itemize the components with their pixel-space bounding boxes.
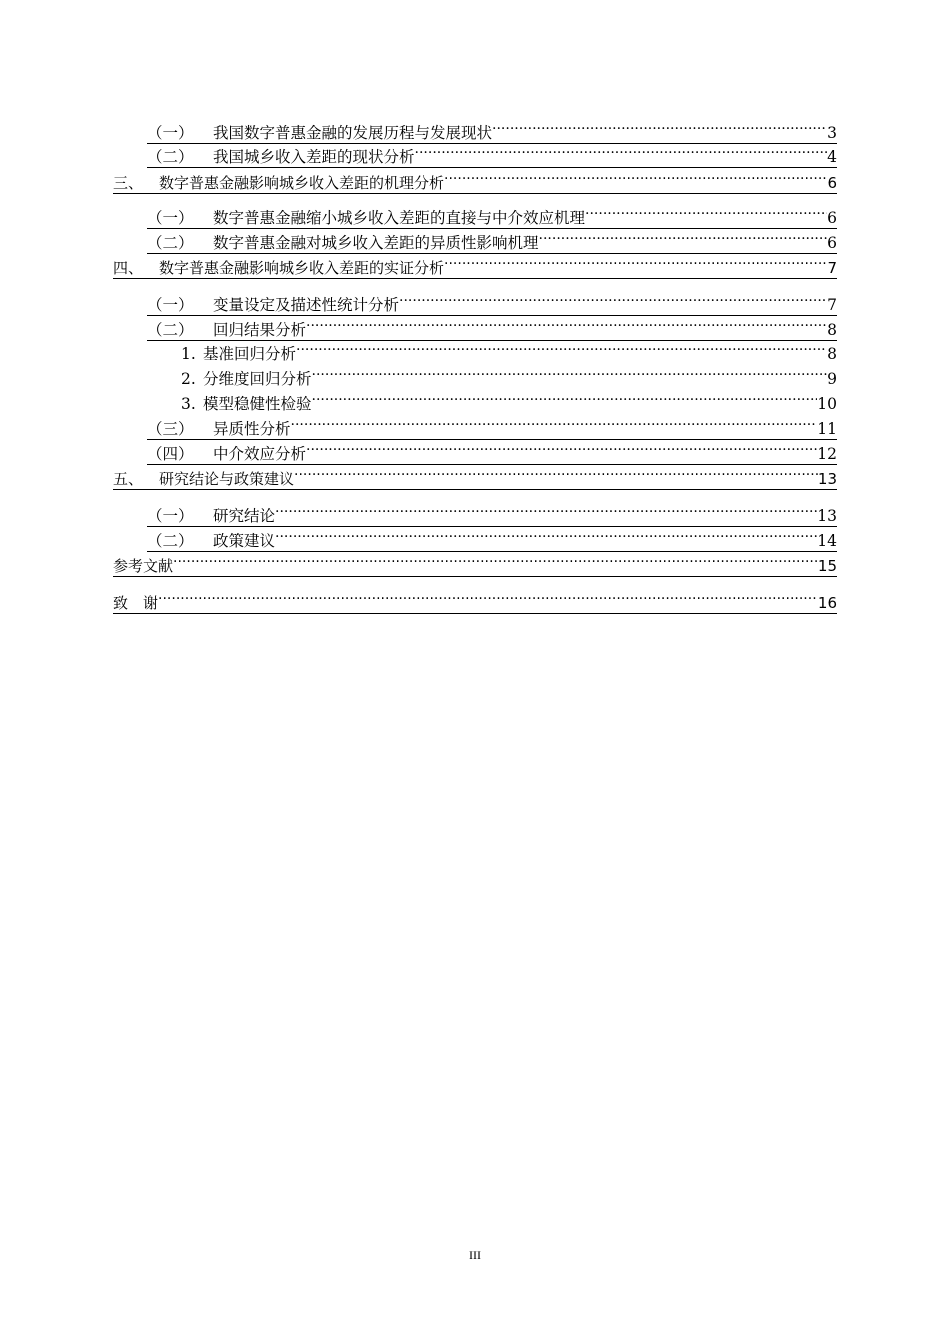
dot-leader [444, 253, 827, 273]
toc-entry-number: 2. [181, 370, 196, 388]
toc-entry-page: 8 [827, 345, 837, 363]
toc-entry-title: 研究结论与政策建议 [159, 470, 295, 488]
toc-entry-title: 基准回归分析 [203, 345, 297, 363]
toc-entry-page: 13 [817, 507, 837, 525]
toc-entry[interactable] [147, 439, 837, 465]
toc-entry-number: （二） [147, 532, 194, 550]
toc-entry[interactable] [113, 253, 837, 279]
toc-entry-page: 15 [817, 557, 837, 575]
toc-entry[interactable] [147, 118, 837, 144]
toc-entry-page: 6 [827, 209, 837, 227]
toc-entry[interactable] [147, 290, 837, 316]
dot-leader [539, 228, 828, 248]
toc-entry-title: 数字普惠金融缩小城乡收入差距的直接与中介效应机理 [213, 209, 586, 227]
toc-entry-page: 6 [827, 234, 837, 252]
toc-entry-title: 研究结论 [213, 507, 276, 525]
dot-leader [306, 315, 827, 335]
toc-entry-number: （二） [147, 148, 194, 166]
toc-entry-page: 13 [817, 470, 837, 488]
dot-leader [306, 439, 817, 459]
toc-entry-number: （一） [147, 296, 194, 314]
toc-entry-title: 政策建议 [213, 532, 276, 550]
page-number: III [469, 1248, 481, 1262]
toc-entry-title: 变量设定及描述性统计分析 [213, 296, 400, 314]
toc-entry-number: （二） [147, 321, 194, 339]
toc-entry-title: 模型稳健性检验 [203, 395, 312, 413]
dot-leader [312, 364, 828, 384]
toc-entry-page: 16 [817, 594, 837, 612]
toc-entry-page: 14 [817, 532, 837, 550]
toc-entry-number: （一） [147, 209, 194, 227]
toc-entry-title: 参考文献 [113, 557, 174, 575]
toc-entry-number: 3. [181, 395, 196, 413]
toc-entry-title: 数字普惠金融影响城乡收入差距的机理分析 [159, 174, 445, 192]
toc-entry[interactable] [113, 551, 837, 577]
dot-leader [158, 588, 818, 608]
toc-entry-title: 我国数字普惠金融的发展历程与发展现状 [213, 124, 493, 142]
toc-entry[interactable] [147, 501, 837, 527]
toc-entry-title: 数字普惠金融影响城乡收入差距的实证分析 [159, 259, 445, 277]
toc-entry-title: 我国城乡收入差距的现状分析 [213, 148, 415, 166]
toc-entry-number: 四、 [113, 259, 144, 277]
toc-entry[interactable] [147, 414, 837, 440]
toc-entry[interactable] [181, 364, 837, 389]
toc-entry-title: 异质性分析 [213, 420, 291, 438]
dot-leader [415, 142, 828, 162]
toc-entry-page: 7 [827, 259, 837, 277]
toc-entry-title: 中介效应分析 [213, 445, 307, 463]
toc-entry-title: 分维度回归分析 [203, 370, 312, 388]
toc-entry[interactable] [113, 588, 837, 614]
dot-leader [173, 551, 818, 571]
toc-entry[interactable] [113, 168, 837, 194]
dot-leader [492, 118, 827, 138]
toc-entry-page: 10 [817, 395, 837, 413]
toc-entry[interactable] [147, 228, 837, 254]
toc-entry[interactable] [147, 203, 837, 229]
toc-entry-number: 五、 [113, 470, 144, 488]
dot-leader [444, 168, 827, 188]
toc-entry[interactable] [181, 339, 837, 364]
toc-entry-number: 1. [181, 345, 196, 363]
toc-entry-title: 数字普惠金融对城乡收入差距的异质性影响机理 [213, 234, 539, 252]
dot-leader [275, 501, 817, 521]
toc-entry[interactable] [147, 142, 837, 168]
dot-leader [585, 203, 827, 223]
toc-entry[interactable] [181, 389, 837, 414]
toc-entry-page: 11 [817, 420, 837, 438]
toc-entry[interactable] [147, 315, 837, 341]
toc-entry-number: （一） [147, 507, 194, 525]
toc-entry-number: （三） [147, 420, 194, 438]
toc-entry-number: （一） [147, 124, 194, 142]
toc-entry-page: 12 [817, 445, 837, 463]
toc-entry[interactable] [113, 464, 837, 490]
toc-entry-page: 7 [827, 296, 837, 314]
toc-entry-page: 6 [827, 174, 837, 192]
toc-entry-number: 三、 [113, 174, 144, 192]
toc-entry[interactable] [147, 526, 837, 552]
dot-leader [296, 339, 827, 359]
toc-entry-page: 9 [827, 370, 837, 388]
toc-entry-title: 回归结果分析 [213, 321, 307, 339]
dot-leader [294, 464, 818, 484]
dot-leader [399, 290, 827, 310]
toc-entry-number: （四） [147, 445, 194, 463]
dot-leader [312, 389, 818, 409]
toc-entry-page: 3 [827, 124, 837, 142]
toc-entry-page: 8 [827, 321, 837, 339]
toc-entry-title: 致 谢 [113, 594, 159, 612]
dot-leader [291, 414, 818, 434]
toc-entry-page: 4 [827, 148, 837, 166]
dot-leader [275, 526, 817, 546]
toc-entry-number: （二） [147, 234, 194, 252]
